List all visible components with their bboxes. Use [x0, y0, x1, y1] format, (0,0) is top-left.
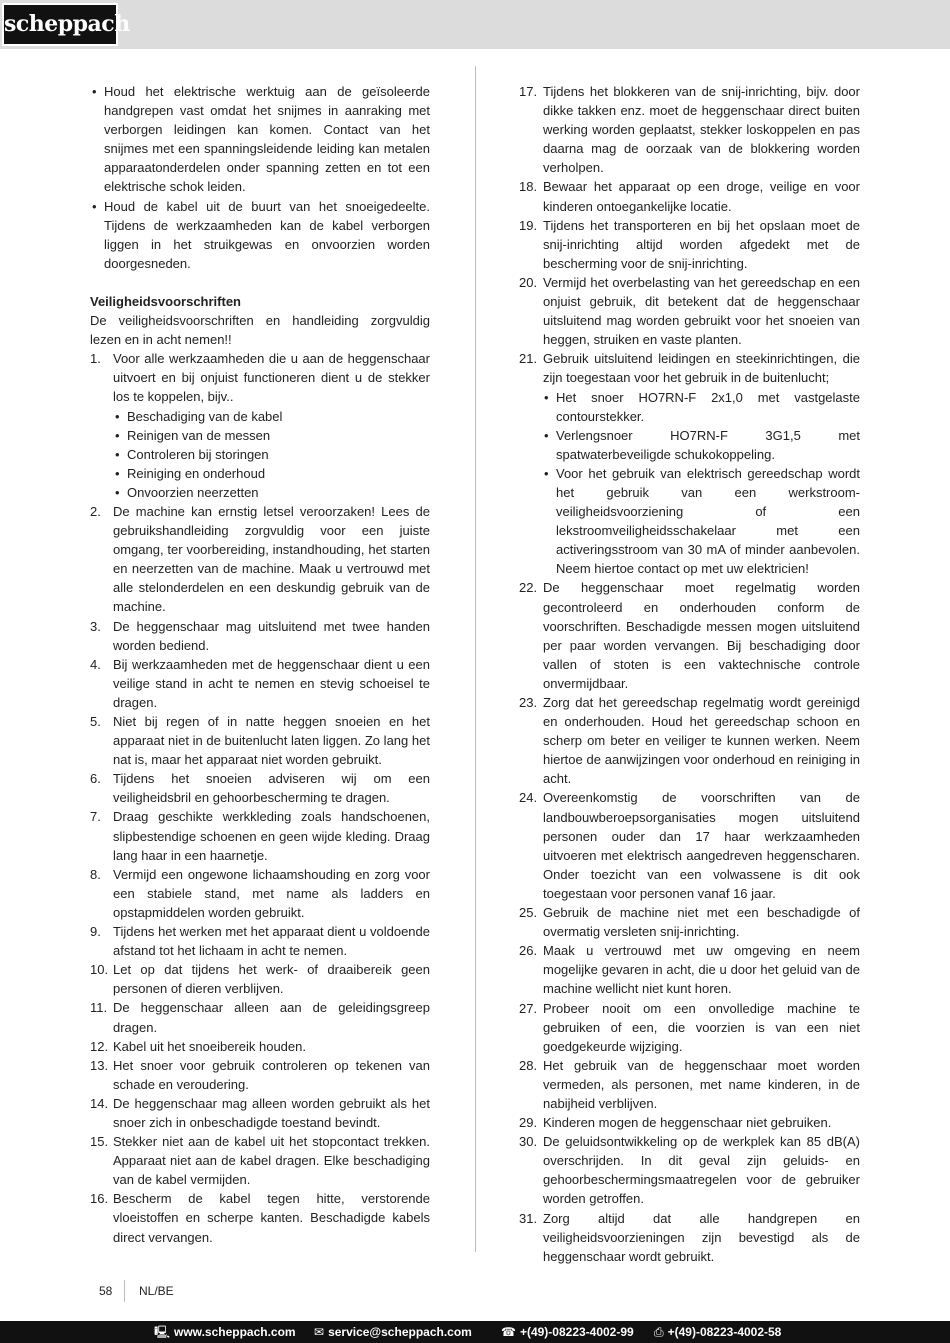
numbered-item: [90, 1056, 430, 1094]
item-text: Vermijd het overbelasting van het gereedschap en een onjuist gebruik, dit betekent dat de heggenschaar uitsluitend mag worden gebruikt voor het snoeien van heggen, struiken en vaste planten.: [543, 274, 860, 348]
phone-contact: [501, 1321, 634, 1343]
item-text: Kabel uit het snoeibereik houden.: [113, 1038, 306, 1054]
sub-bullet: • Voor het gebruik van elektrisch gereedschap wordt het gebruik van een werkstroom-veiligheidsvoorziening of een lekstroomveiligheidsschakelaar met een activeringsstroom van 30 mA of minder aanbevolen. Neem hiertoe contact op met uw elektricien!: [519, 464, 860, 579]
item-text: De heggenschaar mag alleen worden gebruikt als het snoer zich in onbeschadigde toestand bevindt.: [113, 1095, 430, 1130]
numbered-item: [90, 1094, 430, 1132]
numbered-item: [90, 349, 430, 406]
item-number: 5.: [90, 714, 101, 729]
item-text: Vermijd een ongewone lichaamshouding en zorg voor een stabiele stand, met name als ladders en opstapmiddelen worden gebruikt.: [113, 866, 430, 920]
item-number: 10.: [90, 962, 109, 978]
item-text: Bewaar het apparaat op een droge, veilige en voor kinderen ontoegankelijke locatie.: [543, 179, 860, 214]
item-number: 26.: [519, 943, 538, 959]
numbered-item: [519, 1113, 860, 1132]
sub-bullet: • Onvoorzien neerzetten: [90, 483, 430, 502]
footer-separator: [124, 1280, 125, 1302]
item-number: 24.: [519, 790, 538, 806]
numbered-item: [90, 922, 430, 960]
item-number: 18.: [519, 179, 538, 195]
item-text: Overeenkomstig de voorschriften van de landbouwberoepsorganisaties mogen uitsluitend personen ouder dan 17 haar werkzaamheden uitvoeren met elektrisch aangedreven heggenscharen. Onder toezicht van een volwassene is dit ook toegestaan voor personen vanaf 16 jaar.: [543, 790, 860, 901]
numbered-item: [90, 865, 430, 922]
item-text: Probeer nooit om een onvolledige machine te gebruiken of een, die voorzien is van een niet goedgekeurde wijziging.: [543, 1000, 860, 1054]
item-number: 30.: [519, 1134, 538, 1150]
item-text: Bij werkzaamheden met de heggenschaar dient u een veilige stand in acht te nemen en stevig schoeisel te dragen.: [113, 656, 430, 710]
numbered-item: [519, 941, 860, 998]
numbered-item: [519, 216, 860, 273]
item-number: 9.: [90, 924, 101, 940]
numbered-list: [90, 502, 430, 1247]
numbered-item: [90, 1132, 430, 1189]
fax-contact: [654, 1321, 781, 1343]
email-link[interactable]: service@scheppach.com: [328, 1325, 472, 1339]
item-number: 23.: [519, 695, 538, 710]
item-text: Maak u vertrouwd met uw omgeving en neem mogelijke gevaren in acht, die u door het geluid van de machine wellicht niet kunt horen.: [543, 943, 860, 997]
fax-number: +(49)-08223-4002-58: [667, 1325, 782, 1339]
numbered-item: [519, 1132, 860, 1208]
numbered-item: [519, 1056, 860, 1113]
item-number: 6.: [90, 771, 101, 787]
item-text: Gebruik uitsluitend leidingen en steekinrichtingen, die zijn toegestaan voor het gebruik in de buitenlucht;: [543, 351, 860, 386]
item-number: 4.: [90, 656, 101, 672]
item-number: 31.: [519, 1210, 538, 1226]
item-text: Stekker niet aan de kabel uit het stopcontact trekken. Apparaat niet aan de kabel dragen. Elke beschadiging van de kabel vermijden.: [113, 1134, 430, 1188]
item-text: Het snoer voor gebruik controleren op tekenen van schade en veroudering.: [113, 1057, 430, 1092]
item-number: 3.: [90, 618, 101, 634]
item-text: Bescherm de kabel tegen hitte, verstorende vloeistoffen en scherpe kanten. Beschadigde kabels direct vervangen.: [113, 1191, 430, 1245]
scheppach-logo: scheppach: [2, 3, 118, 46]
numbered-item: [519, 788, 860, 903]
item-number: 12.: [90, 1038, 109, 1054]
item-number: 17.: [519, 84, 538, 99]
phone-number: +(49)-08223-4002-99: [519, 1325, 634, 1339]
item-text: Draag geschikte werkkleding zoals handschoenen, slipbestendige schoenen en geen wijde kleding. Draag lang haar in een haarnetje.: [113, 809, 430, 863]
item-text: Tijdens het snoeien adviseren wij om een veiligheidsbril en gehoorbescherming te dragen.: [113, 771, 430, 806]
item-number: 14.: [90, 1095, 109, 1111]
numbered-item: [519, 903, 860, 941]
numbered-item: [90, 769, 430, 807]
item-number: 2.: [90, 503, 101, 519]
contact-bar: [0, 1321, 950, 1343]
item-number: 28.: [519, 1057, 538, 1073]
website-link[interactable]: www.scheppach.com: [174, 1325, 296, 1339]
item-text: De heggenschaar mag uitsluitend met twee handen worden bediend.: [113, 618, 430, 653]
item-text: Het gebruik van de heggenschaar moet worden vermeden, als personen, met name kinderen, in de nabijheid verblijven.: [543, 1057, 860, 1111]
item-text: Niet bij regen of in natte heggen snoeien en het apparaat niet in de buitenlucht laten liggen. Zo lang het nat is, maar het apparaat niet worden gebruikt.: [113, 714, 430, 768]
numbered-item: [519, 999, 860, 1056]
website-contact[interactable]: [154, 1321, 296, 1343]
numbered-list: [519, 578, 860, 1265]
item-number: 19.: [519, 217, 538, 233]
item-number: 20.: [519, 274, 538, 290]
item-text: Tijdens het werken met het apparaat dient u voldoende afstand tot het lichaam in acht te nemen.: [113, 924, 430, 959]
numbered-item: [519, 578, 860, 693]
item-number: 25.: [519, 905, 538, 921]
section-intro: De veiligheidsvoorschriften en handleiding zorgvuldig lezen en in acht nemen!!: [90, 313, 430, 348]
right-column: [519, 82, 860, 1266]
item-text: Tijdens het blokkeren van de snij-inrichting, bijv. door dikke takken enz. moet de heggenschaar direct buiten werking worden geplaatst, stekker loskoppelen en pas daarna mag de oorzaak van de blokkering worden verholpen.: [543, 84, 860, 176]
item-text: De heggenschaar alleen aan de geleidingsgreep dragen.: [113, 1000, 430, 1035]
item-text: De geluidsontwikkeling op de werkplek kan 85 dB(A) overschrijden. In dit geval zijn geluids- en gehoorbeschermingsmaatregelen voor de gebruiker worden getroffen.: [543, 1134, 860, 1207]
fax-icon: ⎙: [654, 1325, 664, 1339]
numbered-item: [90, 1189, 430, 1246]
item-text: Gebruik de machine niet met een beschadigde of overmatig versleten snij-inrichting.: [543, 905, 860, 940]
item-number: 1.: [90, 351, 101, 367]
section-heading: Veiligheidsvoorschriften: [90, 293, 241, 309]
page-number: 58: [99, 1284, 113, 1298]
numbered-item: [90, 617, 430, 655]
item-text: Kinderen mogen de heggenschaar niet gebruiken.: [543, 1115, 832, 1131]
item-number: 22.: [519, 580, 538, 596]
item-number: 8.: [90, 866, 101, 882]
item-number: 13.: [90, 1057, 109, 1073]
numbered-item: [519, 273, 860, 349]
email-contact[interactable]: [314, 1321, 472, 1343]
numbered-item: [90, 712, 430, 769]
column-divider: [475, 66, 476, 1252]
numbered-item: [90, 998, 430, 1036]
sub-bullet: • Verlengsnoer HO7RN-F 3G1,5 met spatwaterbeveiligde schukokoppeling.: [519, 426, 860, 464]
item-number: 29.: [519, 1115, 538, 1131]
item-text: Tijdens het transporteren en bij het opslaan moet de snij-inrichting altijd worden afgedekt met de bescherming voor de snij-inrichting.: [543, 217, 860, 271]
item-number: 15.: [90, 1134, 109, 1150]
numbered-item: [90, 807, 430, 864]
numbered-item: [519, 177, 860, 215]
item-number: 21.: [519, 351, 538, 367]
item-number: 27.: [519, 1000, 538, 1016]
item-text: Zorg dat het gereedschap regelmatig wordt gereinigd en onderhouden. Houd het gereedschap schoon en scherp om beter en veiliger te kunnen werken. Neem hiertoe de aanwijzingen voor onderhoud en reiniging in acht.: [543, 695, 860, 787]
numbered-item: [519, 349, 860, 387]
sub-bullet: • Controleren bij storingen: [90, 445, 430, 464]
numbered-item: [90, 502, 430, 617]
language-code: NL/BE: [139, 1284, 174, 1298]
numbered-item: [519, 82, 860, 177]
numbered-item: [519, 1209, 860, 1266]
phone-icon: ☎: [501, 1325, 516, 1339]
numbered-item: [90, 960, 430, 998]
item-text: Let op dat tijdens het werk- of draaibereik geen personen of dieren verblijven.: [113, 962, 430, 997]
item-text: Voor alle werkzaamheden die u aan de heggenschaar uitvoert en bij onjuist functioneren dient u de stekker los te koppelen, bijv..: [113, 351, 430, 405]
numbered-list: [519, 82, 860, 349]
sub-bullet: • Het snoer HO7RN-F 2x1,0 met vastgelaste contourstekker.: [519, 388, 860, 426]
item-number: 16.: [90, 1191, 109, 1207]
numbered-item: [519, 693, 860, 788]
item-number: 7.: [90, 809, 101, 825]
item-number: 11.: [90, 1000, 108, 1016]
header-bar: [0, 0, 950, 49]
left-column: [90, 82, 430, 1247]
sub-bullet: • Reiniging en onderhoud: [90, 464, 430, 483]
sub-bullet: • Beschadiging van de kabel: [90, 407, 430, 426]
bullet-item: • Houd het elektrische werktuig aan de geïsoleerde handgrepen vast omdat het snijmes in aanraking met verborgen leidingen kan komen. Contact van het snijmes met een spanningsleidende leiding kan metalen apparaatonderdelen onder spanning zetten en tot een elektrische schok leiden.: [90, 82, 430, 197]
mail-icon: ✉: [314, 1325, 325, 1339]
numbered-item: [90, 655, 430, 712]
computer-icon: 🖳: [154, 1325, 171, 1339]
item-text: De machine kan ernstig letsel veroorzaken! Lees de gebruikshandleiding zorgvuldig voor een juiste omgang, ter voorbereiding, instandhouding, het starten en neerzetten van de machine. Maak u vertrouwd met alle stelonderdelen en een deskundig gebruik van de machine.: [113, 503, 430, 615]
item-text: Zorg altijd dat alle handgrepen en veiligheidsvoorzieningen zijn bevestigd als de heggenschaar wordt gebruikt.: [543, 1210, 860, 1264]
item-text: De heggenschaar moet regelmatig worden gecontroleerd en onderhouden conform de voorschriften. Beschadigde messen mogen uitsluitend per paar worden vervangen. Bij beschadiging door vallen of stoten is een vaktechnische controle onvermijdbaar.: [543, 580, 860, 691]
numbered-item: [90, 1037, 430, 1056]
sub-bullet: • Reinigen van de messen: [90, 426, 430, 445]
bullet-item: • Houd de kabel uit de buurt van het snoeigedeelte. Tijdens de werkzaamheden kan de kabel verborgen liggen in het struikgewas en onvoorzien worden doorgesneden.: [90, 197, 430, 273]
